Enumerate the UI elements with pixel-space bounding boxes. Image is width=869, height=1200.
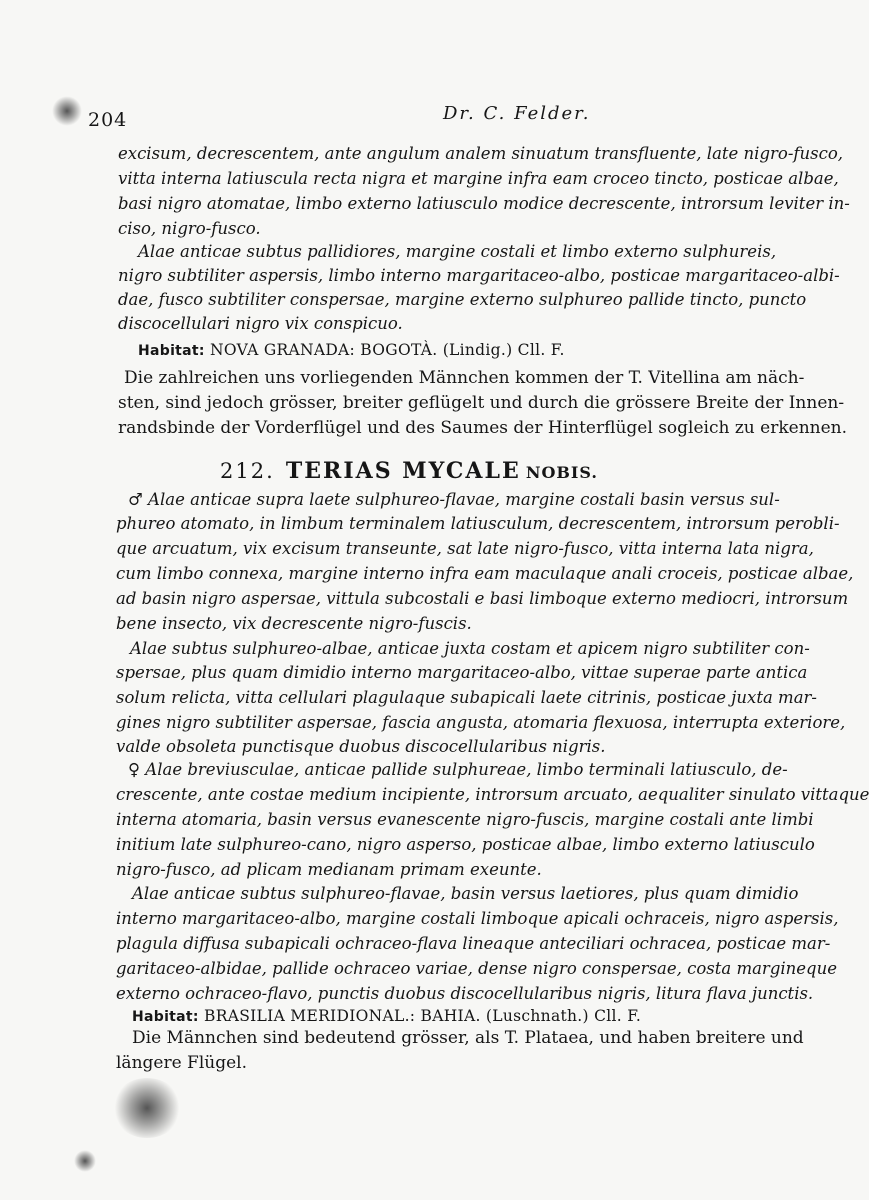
text-line: nigro-fusco, ad plicam medianam primam exeunte. [116, 860, 542, 879]
text-line: excisum, decrescentem, ante angulum analem sinuatum transfluente, late nigro-fusco, [118, 144, 844, 163]
text-line: Alae subtus sulphureo-albae, anticae juxta costam et apicem nigro subtiliter con- [130, 639, 810, 658]
text-line: Die zahlreichen uns vorliegenden Männchen kommen der T. Vitellina am näch- [124, 368, 805, 388]
habitat-line [138, 340, 776, 361]
page-header [88, 103, 758, 133]
species-author: NOBIS. [525, 463, 598, 482]
text-line: ♂ Alae anticae supra laete sulphureo-flavae, margine costali basin versus sul- [128, 490, 780, 509]
text-line: externo ochraceo-flavo, punctis duobus discocellularibus nigris, litura flava junctis. [116, 984, 814, 1003]
text-line: discocellulari nigro vix conspicuo. [118, 314, 403, 333]
text-line: randsbinde der Vorderflügel und des Saumes der Hinterflügel sogleich zu erkennen. [118, 418, 848, 438]
text-line: solum relicta, vitta cellulari plagulaque subapicali laete citrinis, posticae juxta mar- [116, 688, 818, 707]
text-line: bene insecto, vix decrescente nigro-fuscis. [116, 614, 472, 633]
text-line: dae, fusco subtiliter conspersae, margine externo sulphureo pallide tincto, puncto [118, 290, 807, 309]
text-line: gines nigro subtiliter aspersae, fascia angusta, atomaria flexuosa, interrupta exteriore, [116, 713, 846, 732]
text-line: ad basin nigro aspersae, vittula subcostali e basi limboque externo mediocri, introrsum [116, 589, 849, 608]
habitat-label: Habitat: [138, 343, 205, 359]
text-line: basi nigro atomatae, limbo externo latiusculo modice decrescente, introrsum leviter in- [118, 194, 850, 213]
text-line: plagula diffusa subapicali ochraceo-flava lineaque anteciliari ochracea, posticae mar- [116, 934, 831, 953]
habitat-label: Habitat: [132, 1009, 199, 1025]
text-line: interno margaritaceo-albo, margine costali limboque apicali ochraceis, nigro aspersis, [116, 909, 839, 928]
habitat-text: NOVA GRANADA: BOGOTÀ. (Lindig.) Cll. F. [204, 341, 565, 359]
section-heading [0, 458, 818, 484]
ink-spot [74, 1150, 96, 1172]
text-line: cum limbo connexa, margine interno infra eam maculaque anali croceis, posticae albae, [116, 564, 854, 583]
ink-spot [52, 96, 82, 126]
ink-spot [112, 1078, 182, 1138]
habitat-line [132, 1006, 754, 1027]
text-line: sten, sind jedoch grösser, breiter geflügelt und durch die grössere Breite der Innen- [118, 393, 845, 413]
running-head: Dr. C. Felder. [443, 103, 591, 124]
text-line: spersae, plus quam dimidio interno margaritaceo-albo, vittae superae parte antica [116, 663, 808, 682]
species-name: TERIAS MYCALE [285, 458, 521, 484]
page-number: 204 [88, 109, 128, 131]
text-line: ♀ Alae breviusculae, anticae pallide sulphureae, limbo terminali latiusculo, de- [128, 760, 788, 779]
text-line: Alae anticae subtus pallidiores, margine costali et limbo externo sulphureis, [138, 242, 777, 261]
text-line: valde obsoleta punctisque duobus discocellularibus nigris. [116, 737, 606, 756]
text-line: interna atomaria, basin versus evanescente nigro-fuscis, margine costali ante limbi [116, 810, 814, 829]
text-line: garitaceo-albidae, pallide ochraceo variae, dense nigro conspersae, costa margineque [116, 959, 837, 978]
text-line: Alae anticae subtus sulphureo-flavae, basin versus laetiores, plus quam dimidio [132, 884, 799, 903]
text-line: längere Flügel. [116, 1053, 248, 1073]
text-line: phureo atomato, in limbum terminalem latiusculum, decrescentem, introrsum perobli- [116, 514, 840, 533]
section-number: 212. [220, 459, 275, 483]
habitat-text: BRASILIA MERIDIONAL.: BAHIA. (Luschnath.) Cll. F. [198, 1007, 642, 1025]
text-line: ciso, nigro-fusco. [118, 219, 261, 238]
text-line: crescente, ante costae medium incipiente, introrsum arcuato, aequaliter sinulato vittaque [116, 785, 869, 804]
text-line: que arcuatum, vix excisum transeunte, sat late nigro-fusco, vitta interna lata nigra, [116, 539, 814, 558]
text-line: nigro subtiliter aspersis, limbo interno margaritaceo-albo, posticae margaritaceo-albi- [118, 266, 840, 285]
text-line: initium late sulphureo-cano, nigro asperso, posticae albae, limbo externo latiusculo [116, 835, 815, 854]
text-line: vitta interna latiuscula recta nigra et margine infra eam croceo tincto, posticae albae, [118, 169, 839, 188]
text-line: Die Männchen sind bedeutend grösser, als T. Plataea, und haben breitere und [132, 1028, 804, 1048]
